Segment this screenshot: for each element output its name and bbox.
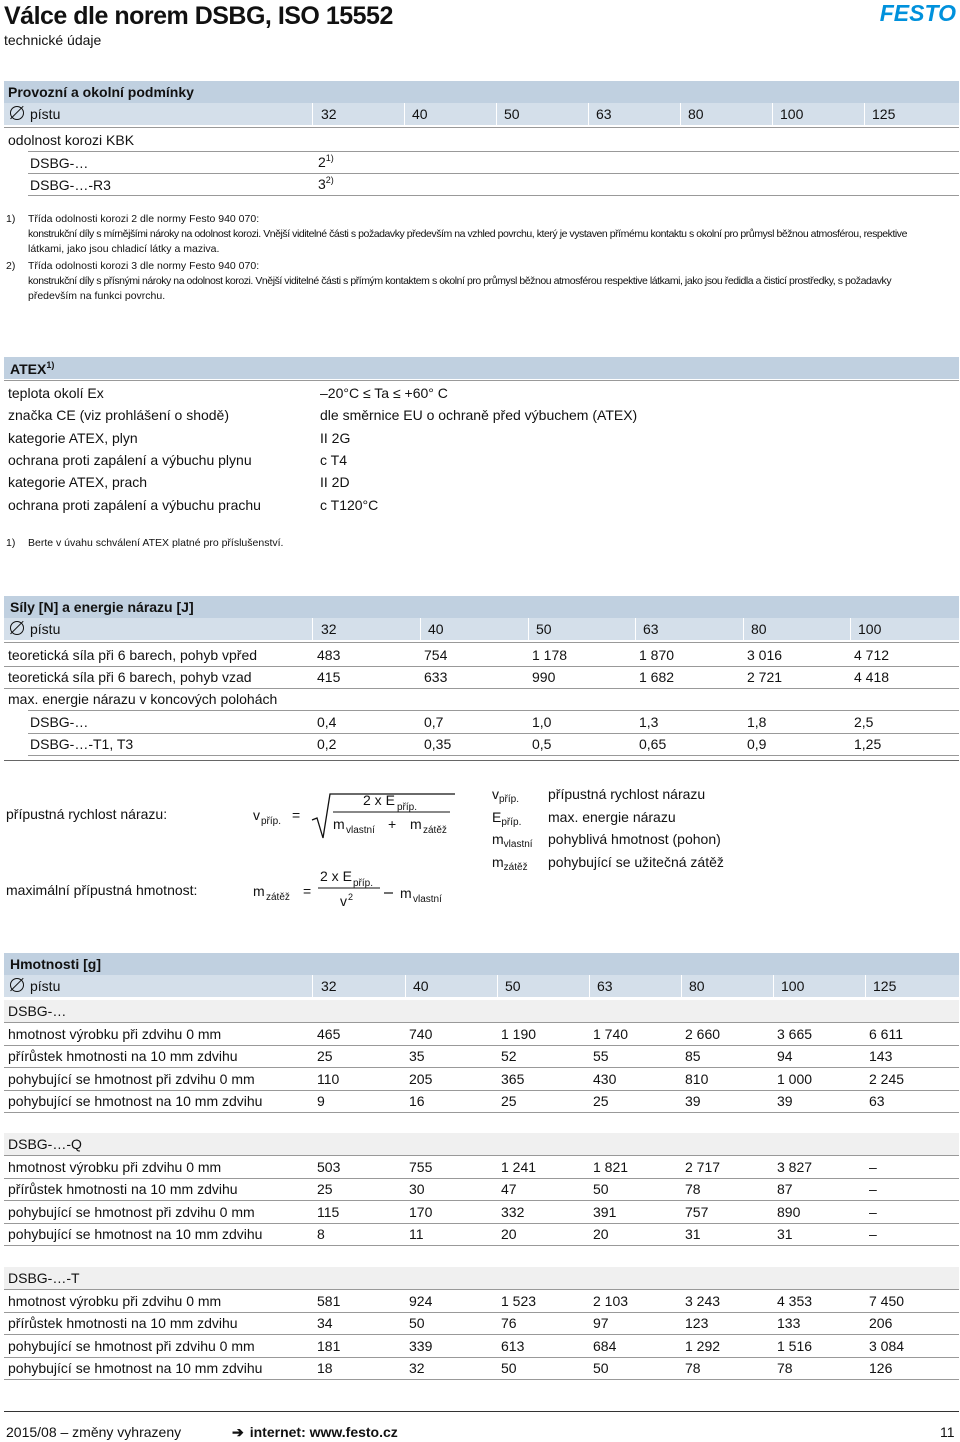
weight-row-label: pohybující se hmotnost při zdvihu 0 mm	[8, 1337, 255, 1354]
weights-size-row	[4, 975, 959, 997]
weight-value: 2 245	[869, 1070, 905, 1087]
force-value: 2 721	[747, 669, 783, 685]
forces-title: Síly [N] a energie nárazu [J]	[10, 599, 194, 615]
weight-value: 39	[777, 1092, 793, 1109]
weight-row-label: hmotnost výrobku při zdvihu 0 mm	[8, 1026, 222, 1042]
weight-value: 205	[409, 1070, 433, 1087]
force-value: 754	[424, 647, 448, 663]
diameter-icon	[10, 106, 24, 120]
section1-size-row	[4, 103, 959, 125]
weight-value: 391	[593, 1203, 617, 1220]
energy-value: 0,35	[424, 736, 452, 752]
svg-text:=: =	[292, 807, 301, 823]
atex-value: II 2D	[320, 474, 350, 491]
weight-value: 1 292	[685, 1337, 721, 1354]
weight-value: –	[869, 1181, 877, 1198]
svg-text:2 x E: 2 x E	[320, 868, 352, 884]
weight-value: 30	[409, 1181, 425, 1198]
weight-value: 3 084	[869, 1337, 905, 1354]
weight-value: 1 190	[501, 1026, 537, 1042]
weight-value: 25	[317, 1048, 333, 1065]
weight-value: 31	[685, 1225, 701, 1242]
weights-header	[4, 953, 959, 975]
weight-value: 85	[685, 1048, 701, 1065]
atex-label: ochrana proti zapálení a výbuchu plynu	[8, 451, 252, 468]
weight-row-label: pohybující se hmotnost na 10 mm zdvihu	[8, 1359, 263, 1376]
energy-value: 0,65	[639, 736, 667, 752]
festo-logo: FESTO	[879, 0, 956, 26]
size-cell: 32	[321, 106, 337, 122]
weight-value: 39	[685, 1092, 701, 1109]
size-cell: 125	[873, 978, 897, 994]
weight-value: –	[869, 1225, 877, 1242]
weight-value: 18	[317, 1359, 333, 1376]
weights-group-name: DSBG-…	[8, 1003, 67, 1019]
legend-symbol: $m_{vlastní}$	[492, 831, 533, 850]
svg-text:zátěž: zátěž	[266, 892, 290, 903]
weight-value: 339	[409, 1337, 433, 1354]
svg-text:příp.: příp.	[397, 802, 418, 813]
svg-text:=: =	[303, 883, 312, 899]
weight-row-label: pohybující se hmotnost na 10 mm zdvihu	[8, 1225, 263, 1242]
page-subtitle: technické údaje	[4, 32, 102, 48]
weight-value: 55	[593, 1048, 609, 1065]
weight-value: 1 523	[501, 1293, 537, 1309]
svg-text:m: m	[400, 885, 412, 901]
section1-title: Provozní a okolní podmínky	[8, 84, 194, 100]
weight-value: 50	[409, 1315, 425, 1332]
weights-group-header	[4, 1000, 959, 1022]
piston-size-label: pístu	[10, 621, 60, 637]
atex-value: dle směrnice EU o ochraně před výbuchem (ATEX)	[320, 407, 638, 424]
size-cell: 63	[643, 621, 659, 637]
weight-value: 97	[593, 1315, 609, 1332]
weight-value: –	[869, 1203, 877, 1220]
atex-value: c T4	[320, 451, 347, 468]
weight-value: 25	[501, 1092, 517, 1109]
weights-group-name: DSBG-…-Q	[8, 1136, 82, 1152]
weight-value: 78	[685, 1181, 701, 1198]
weight-value: 76	[501, 1315, 517, 1332]
atex-value: c T120°C	[320, 496, 379, 513]
weights-group-header	[4, 1133, 959, 1155]
footnote: 1) Třída odolnosti korozi 2 dle normy Festo 940 070: konstrukční díly s mírnějšími nároky na odolnost korozi. Vnější viditelné části s požadavky především na vzhled povrchu, který je vystaven přímému kontaktu s okolní pro průmysl běžnou atmosférou, respektive látkami, jako jsou chladicí látky a maziva. 2) Třída odolnosti korozi 3 dle normy Festo 940 070: konstrukční díly s přísnými nároky na odolnost korozi. Vnější viditelné části s přímým kontaktem s okolní pro průmysl běžnou atmosférou respektive látkami, jako jsou ředidla a čisticí prostředky, s požadavky především na funkci povrchu.	[6, 213, 907, 302]
force-row-label: teoretická síla při 6 barech, pohyb vzad	[8, 669, 252, 685]
size-cell: 50	[505, 978, 521, 994]
energy-value: 2,5	[854, 714, 874, 730]
force-value: 3 016	[747, 647, 783, 663]
legend-text: max. energie nárazu	[548, 808, 676, 825]
weight-value: 1 241	[501, 1159, 537, 1175]
energy-value: 0,5	[532, 736, 552, 752]
size-cell: 32	[321, 621, 337, 637]
weight-value: 50	[501, 1359, 517, 1376]
formula-graphics	[250, 780, 470, 910]
weight-value: 332	[501, 1203, 525, 1220]
weight-value: 1 821	[593, 1159, 629, 1175]
weight-value: 126	[869, 1359, 893, 1376]
size-cell: 100	[780, 106, 804, 122]
footer-date: 2015/08 – změny vyhrazeny	[6, 1424, 182, 1440]
weight-value: 35	[409, 1048, 425, 1065]
size-cell: 80	[688, 106, 704, 122]
weight-value: 110	[317, 1070, 340, 1087]
weight-value: 20	[593, 1225, 609, 1242]
corrosion-label: odolnost korozi KBK	[8, 132, 135, 148]
weight-value: 810	[685, 1070, 709, 1087]
weight-value: 50	[593, 1181, 609, 1198]
section1-header	[4, 81, 959, 103]
weight-value: 1 740	[593, 1026, 629, 1042]
corrosion-row-value: 3$^{2)}$	[318, 175, 334, 192]
weight-value: 25	[593, 1092, 609, 1109]
page-number: 11	[940, 1424, 955, 1440]
weight-value: 78	[685, 1359, 701, 1376]
weight-value: –	[869, 1159, 877, 1175]
force-value: 990	[532, 669, 556, 685]
arrow-right-icon: ➔	[232, 1424, 244, 1440]
piston-size-label: pístu	[10, 978, 60, 994]
size-cell: 80	[751, 621, 767, 637]
energy-value: 0,4	[317, 714, 337, 730]
weight-row-label: přírůstek hmotnosti na 10 mm zdvihu	[8, 1181, 238, 1198]
weight-value: 8	[317, 1225, 325, 1242]
weight-value: 2 103	[593, 1293, 629, 1309]
footer-link[interactable]: ➔ internet: www.festo.cz	[232, 1424, 398, 1440]
weight-value: 6 611	[869, 1026, 903, 1042]
weight-value: 890	[777, 1203, 801, 1220]
weight-row-label: pohybující se hmotnost při zdvihu 0 mm	[8, 1070, 255, 1087]
energy-value: 1,25	[854, 736, 882, 752]
weight-value: 87	[777, 1181, 793, 1198]
corrosion-row-label: DSBG-…-R3	[30, 177, 111, 193]
weight-value: 31	[777, 1225, 793, 1242]
weights-group-header	[4, 1267, 959, 1289]
weight-row-label: přírůstek hmotnosti na 10 mm zdvihu	[8, 1315, 238, 1332]
atex-footnote: 1) Berte v úvahu schválení ATEX platné pro příslušenství.	[6, 537, 284, 549]
energy-value: 0,2	[317, 736, 337, 752]
svg-text:příp.: příp.	[353, 878, 374, 889]
force-value: 1 178	[532, 647, 568, 663]
size-cell: 32	[321, 978, 337, 994]
weight-value: 115	[317, 1203, 340, 1220]
force-value: 483	[317, 647, 341, 663]
weights-title: Hmotnosti [g]	[10, 956, 101, 972]
force-value: 415	[317, 669, 341, 685]
weight-value: 684	[593, 1337, 617, 1354]
weight-value: 25	[317, 1181, 333, 1198]
weight-value: 47	[501, 1181, 517, 1198]
weight-value: 63	[869, 1092, 885, 1109]
size-cell: 63	[597, 978, 613, 994]
force-value: 1 682	[639, 669, 675, 685]
weight-value: 143	[869, 1048, 893, 1065]
diameter-icon	[10, 978, 24, 992]
force-value: 633	[424, 669, 448, 685]
energy-value: 1,0	[532, 714, 552, 730]
atex-value: –20°C ≤ Ta ≤ +60° C	[320, 385, 448, 401]
weight-value: 740	[409, 1026, 433, 1042]
weight-value: 503	[317, 1159, 341, 1175]
svg-text:2 x E: 2 x E	[363, 792, 395, 808]
weight-value: 3 665	[777, 1026, 813, 1042]
speed-formula-label: přípustná rychlost nárazu:	[6, 806, 168, 822]
energy-row-label: DSBG-…	[30, 714, 89, 730]
svg-text:m: m	[410, 816, 422, 832]
size-cell: 40	[412, 106, 428, 122]
legend-text: přípustná rychlost nárazu	[548, 786, 706, 802]
size-cell: 125	[872, 106, 896, 122]
piston-size-label: pístu	[10, 106, 60, 122]
corrosion-row-value: 2$^{1)}$	[318, 153, 334, 170]
svg-text:2: 2	[348, 892, 354, 902]
weight-value: 16	[409, 1092, 425, 1109]
weight-value: 50	[593, 1359, 609, 1376]
energy-value: 0,9	[747, 736, 767, 752]
force-value: 4 712	[854, 647, 890, 663]
atex-label: značka CE (viz prohlášení o shodě)	[8, 407, 229, 424]
diameter-icon	[10, 621, 24, 635]
size-cell: 100	[858, 621, 882, 637]
weight-value: 20	[501, 1225, 517, 1242]
weight-row-label: pohybující se hmotnost při zdvihu 0 mm	[8, 1203, 255, 1220]
weight-value: 2 717	[685, 1159, 721, 1175]
weight-row-label: hmotnost výrobku při zdvihu 0 mm	[8, 1293, 222, 1309]
atex-label: ochrana proti zapálení a výbuchu prachu	[8, 496, 261, 513]
size-cell: 40	[428, 621, 444, 637]
weight-value: 7 450	[869, 1293, 905, 1309]
svg-text:v: v	[253, 807, 260, 823]
legend-symbol: $m_{zátěž}$	[492, 853, 528, 873]
svg-text:zátěž: zátěž	[423, 825, 447, 836]
size-cell: 50	[536, 621, 552, 637]
weight-value: 181	[317, 1337, 341, 1354]
weight-value: 34	[317, 1315, 333, 1332]
weights-group-name: DSBG-…-T	[8, 1270, 80, 1286]
atex-header	[4, 357, 959, 379]
weight-value: 206	[869, 1315, 893, 1332]
size-cell: 80	[689, 978, 705, 994]
energy-value: 1,8	[747, 714, 767, 730]
weight-value: 11	[409, 1225, 424, 1242]
legend-text: pohyblivá hmotnost (pohon)	[548, 831, 721, 847]
weight-value: 4 353	[777, 1293, 813, 1309]
weight-value: 755	[409, 1159, 433, 1175]
weight-value: 757	[685, 1203, 709, 1220]
size-cell: 50	[504, 106, 520, 122]
weight-row-label: hmotnost výrobku při zdvihu 0 mm	[8, 1159, 222, 1175]
atex-title: ATEX$^{1)}$	[10, 360, 55, 377]
forces-size-row	[4, 618, 959, 640]
weight-value: 581	[317, 1293, 341, 1309]
weight-value: 365	[501, 1070, 525, 1087]
atex-label: teplota okolí Ex	[8, 385, 104, 401]
size-cell: 100	[781, 978, 805, 994]
svg-text:+: +	[388, 816, 397, 832]
weight-value: 9	[317, 1092, 325, 1109]
weight-value: 1 000	[777, 1070, 813, 1087]
energy-value: 0,7	[424, 714, 444, 730]
weight-value: 430	[593, 1070, 617, 1087]
weight-value: 2 660	[685, 1026, 721, 1042]
weight-value: 78	[777, 1359, 793, 1376]
svg-text:vlastní: vlastní	[346, 825, 375, 836]
page-title: Válce dle norem DSBG, ISO 15552	[4, 2, 393, 30]
svg-text:vlastní: vlastní	[413, 894, 442, 905]
size-cell: 40	[413, 978, 429, 994]
weight-row-label: pohybující se hmotnost na 10 mm zdvihu	[8, 1092, 263, 1109]
weight-value: 94	[777, 1048, 793, 1065]
svg-text:m: m	[333, 816, 345, 832]
atex-label: kategorie ATEX, prach	[8, 474, 148, 491]
energy-row-label: DSBG-…-T1, T3	[30, 736, 134, 752]
weight-row-label: přírůstek hmotnosti na 10 mm zdvihu	[8, 1048, 238, 1065]
mass-formula-label: maximální přípustná hmotnost:	[6, 882, 198, 898]
svg-text:v: v	[340, 893, 347, 909]
atex-label: kategorie ATEX, plyn	[8, 429, 138, 446]
svg-text:příp.: příp.	[261, 816, 282, 827]
weight-value: 123	[685, 1315, 709, 1332]
weight-value: 3 243	[685, 1293, 721, 1309]
weight-value: 1 516	[777, 1337, 813, 1354]
legend-text: pohybující se užitečná zátěž	[548, 853, 724, 870]
forces-header	[4, 596, 959, 618]
corrosion-row-label: DSBG-…	[30, 155, 89, 171]
svg-text:m: m	[253, 883, 265, 899]
legend-symbol: $E_{příp.}$	[492, 808, 522, 828]
weight-value: 170	[409, 1203, 433, 1220]
weight-value: 133	[777, 1315, 801, 1332]
energy-label: max. energie nárazu v koncových polohách	[8, 691, 278, 707]
energy-value: 1,3	[639, 714, 659, 730]
size-cell: 63	[596, 106, 612, 122]
force-row-label: teoretická síla při 6 barech, pohyb vpřed	[8, 647, 258, 663]
legend-symbol: $v_{příp.}$	[492, 786, 520, 805]
weight-value: 52	[501, 1048, 517, 1065]
weight-value: 465	[317, 1026, 341, 1042]
force-value: 1 870	[639, 647, 675, 663]
weight-value: 3 827	[777, 1159, 813, 1175]
weight-value: 613	[501, 1337, 525, 1354]
weight-value: 32	[409, 1359, 425, 1376]
weight-value: 924	[409, 1293, 433, 1309]
force-value: 4 418	[854, 669, 890, 685]
atex-value: II 2G	[320, 429, 351, 446]
